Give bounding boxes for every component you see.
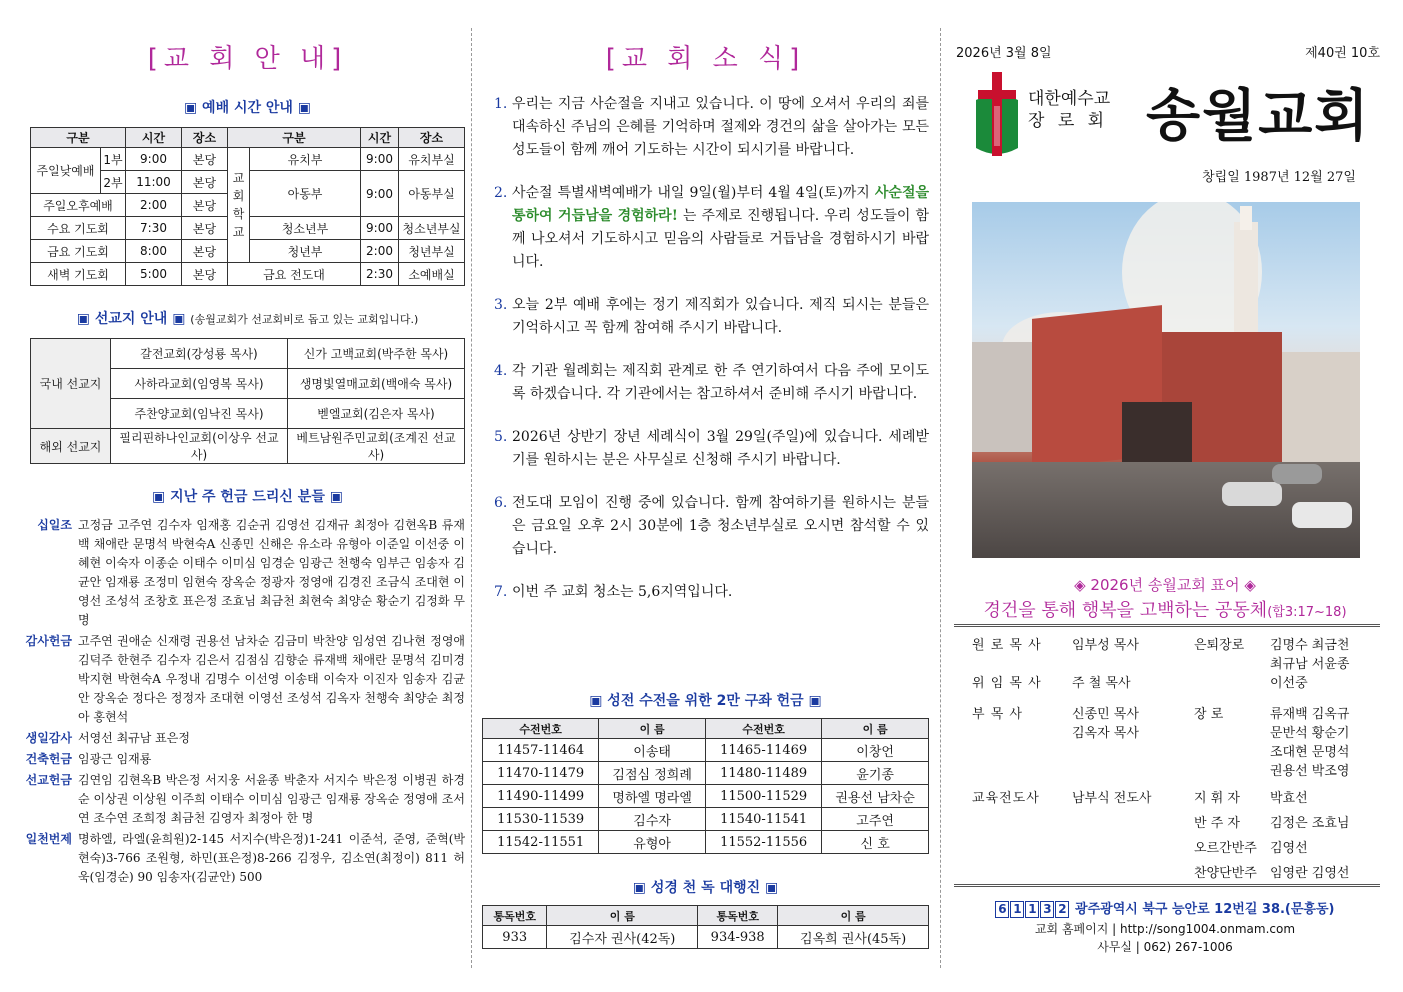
- list-item: 반 주 자 김정은 조효님: [1194, 816, 1350, 831]
- table-row: 수요 기도회 7:30 본당 청소년부 9:00 청소년부실: [31, 217, 465, 240]
- list-item: 교육전도사 남부식 전도사 지 휘 자 박효선: [972, 791, 1308, 806]
- list-item: 최규남 서윤종: [1270, 657, 1350, 672]
- news-highlight: 사순절을 통하여 거듭남을 경험하라!: [512, 185, 929, 224]
- denomination-name: 대한예수교 장 로 회: [1028, 89, 1111, 131]
- column-divider: [940, 28, 941, 968]
- temple-offering-table: [482, 718, 929, 854]
- postcode-digit: 1: [1010, 901, 1024, 918]
- church-cross-logo-icon: [972, 70, 1022, 158]
- homepage-link[interactable]: 교회 홈페이지 | http://song1004.onmam.com: [1034, 922, 1296, 936]
- list-item: 오르간반주 김영선: [1194, 841, 1308, 856]
- section-divider: [954, 884, 1380, 887]
- table-row: 11530-11539 김수자 11540-11541 고주연: [483, 808, 929, 831]
- table-row: 새벽 기도회 5:00 본당 금요 전도대 2:30 소예배실: [31, 263, 465, 286]
- temple-offering-heading: ▣ 성전 수전을 위한 2만 구좌 헌금 ▣: [589, 693, 822, 709]
- list-item: 찬양단반주 임영란 김영선: [1194, 866, 1350, 881]
- worship-schedule-heading: ▣ 예배 시간 안내 ▣: [183, 100, 312, 116]
- table-header-row: 통독번호 이 름 통독번호 이 름: [483, 906, 929, 926]
- table-row: 933 김수자 권사(42독) 934-938 김옥희 권사(45독): [483, 926, 929, 949]
- table-row: 금요 기도회 8:00 본당 청년부 2:00 청년부실: [31, 240, 465, 263]
- table-row: 2부 11:00 본당 아동부 9:00 아동부실: [31, 171, 465, 194]
- address-line: 6 1 1 3 2 광주광역시 북구 능안로 12번길 38.(문흥동): [950, 898, 1380, 918]
- motto-text: 경건을 통해 행복을 고백하는 공동체(합3:17~18): [983, 600, 1347, 621]
- list-item: 건축헌금 임광근 임재룡: [25, 752, 152, 766]
- news-item: 7. 이번 주 교회 청소는 5,6지역입니다.: [494, 584, 733, 600]
- news-item: 4. 각 기관 월례회는 제직회 관계로 한 주 연기하여서 다음 주에 모이도록 하겠습니다. 각 기관에서는 참고하셔서 준비해 주시기 바랍니다.: [494, 363, 929, 402]
- office-phone: 사무실 | 062) 267-1006: [1097, 940, 1233, 954]
- table-header-row: 구분 시간 장소 구분 시간 장소: [31, 128, 465, 148]
- church-building-photo: [972, 202, 1360, 558]
- list-item: 감사헌금 고주연 권애순 신재령 권용선 남차순 김금미 박찬양 임성연 김나현 정영애 김덕주 한현주 김수자 김은서 김점심 김향순 류재백 채애란 문명석 김미경 박지현 박현숙A 우정내 김명수 이선영 이송태 이숙자 이진자 임송자 김균안 장옥순 정다은 정정자 조대현 이영선 조성석 김옥자 천행숙 최양순 최정아 홍현석: [25, 634, 465, 724]
- mission-table: [30, 338, 465, 464]
- list-item: 생일감사 서영선 최규남 표은정: [25, 731, 190, 745]
- table-row: 11542-11551 유형아 11552-11556 신 호: [483, 831, 929, 854]
- worship-schedule-table: [30, 127, 465, 286]
- section-divider: [954, 624, 1380, 627]
- church-name: 송월교회: [1146, 84, 1371, 149]
- bible-reading-table: [482, 905, 929, 949]
- offering-heading: ▣ 지난 주 헌금 드리신 분들 ▣: [152, 489, 343, 505]
- list-item: 부 목 사 신종민 목사 장 로 류재백 김옥규: [972, 707, 1350, 722]
- news-item: 2. 사순절 특별새벽예배가 내일 9일(월)부터 4월 4일(토)까지 사순절을 통하여 거듭남을 경험하라! 는 주제로 진행됩니다. 우리 성도들이 함께 나오셔서 기도하시고 믿음의 사람들로 거듭남을 경험하시기 바랍니다.: [494, 185, 929, 270]
- table-header-row: 수전번호 이 름 수전번호 이 름: [483, 719, 929, 739]
- list-item: 위 임 목 사 주 철 목사 이선중: [972, 676, 1308, 691]
- bible-reading-heading: ▣ 성경 천 독 대행진 ▣: [632, 880, 779, 896]
- list-item: 일천번제 명하엘, 라엘(윤희원)2-145 서지수(박은정)1-241 이준석, 준영, 준혁(박현숙)3-766 조원형, 하민(표은정)8-266 김정우, 김소연(최정이) 811 허욱(임경순) 90 임송자(김균안) 500: [25, 832, 465, 884]
- table-row: 주찬양교회(임낙진 목사) 벧엘교회(김은자 목사): [31, 399, 465, 429]
- news-item: 3. 오늘 2부 예배 후에는 정기 제직회가 있습니다. 제직 되시는 분들은 기억하시고 꼭 함께 참여해 주시기 바랍니다.: [494, 297, 929, 336]
- list-item: 김옥자 목사 문반석 황순기: [1072, 726, 1350, 741]
- bulletin-date: 2026년 3월 8일: [956, 46, 1052, 61]
- church-news-title: [교 회 소 식]: [605, 44, 806, 74]
- list-item: 십일조 고정금 고주연 김수자 임재홍 김순귀 김영선 김재규 최정아 김현옥B 류재백 채애란 문명석 박현숙A 신종민 신해은 유소라 유형아 이준일 이선중 이혜현 이숙자 이종순 이태수 이미심 임경순 임광근 천행숙 임부근 임송자 김균안 임재룡 조정미 임현숙 장옥순 정광자 정영애 김경진 조금식 조대현 이영선 조성석 조창호 표은정 조효님 최금천 최현숙 최양순 황순기 김정화 무명: [37, 518, 465, 627]
- founding-date: 창립일 1987년 12월 27일: [1202, 170, 1356, 185]
- table-row: 주일낮예배 1부 9:00 본당 교 회 학 교 유치부 9:00 유치부실: [31, 148, 465, 171]
- news-list: [494, 93, 929, 604]
- motto-heading: ◈ 2026년 송월교회 표어 ◈: [1074, 576, 1256, 594]
- church-school-label: 교 회 학 교: [228, 148, 250, 263]
- bulletin-volume: 제40권 10호: [1305, 46, 1380, 61]
- news-item: 6. 전도대 모임이 진행 중에 있습니다. 함께 참여하기를 원하시는 분들은 금요일 오후 2시 30분에 1층 청소년부실로 오시면 참석할 수 있습니다.: [494, 495, 929, 557]
- table-row: 국내 선교지 갈전교회(강성룡 목사) 신가 고백교회(박주한 목사): [31, 339, 465, 369]
- list-item: 선교헌금 김연임 김현옥B 박은정 서지웅 서윤종 박춘자 서지수 박은정 이병권 하경순 이상권 이상원 이주희 이태수 이미심 임광근 임재룡 장옥순 정영애 조서연 조수연 조희정 최금천 김영자 최정아 한 명: [25, 773, 465, 825]
- table-row: 11470-11479 김점심 정희례 11480-11489 윤기종: [483, 762, 929, 785]
- staff-list: [972, 636, 1382, 883]
- postcode-digit: 3: [1040, 901, 1054, 918]
- church-info-title: [교 회 안 내]: [147, 44, 348, 74]
- news-item: 1. 우리는 지금 사순절을 지내고 있습니다. 이 땅에 오셔서 우리의 죄를 대속하신 주님의 은혜를 기억하며 절제와 경건의 삶을 살아가는 모든 성도들이 함께 깨어 기도하는 시간이 되시기를 바랍니다.: [494, 96, 929, 158]
- church-news-column: [482, 0, 929, 947]
- church-info-column: [25, 0, 465, 889]
- postcode-digit: 2: [1055, 901, 1069, 918]
- list-item: 원 로 목 사 임부성 목사 은퇴장로 김명수 최금천: [972, 638, 1350, 653]
- table-row: 해외 선교지 필리핀하나인교회(이상우 선교사) 베트남원주민교회(조계진 선교사): [31, 429, 465, 464]
- news-item: 5. 2026년 상반기 장년 세례식이 3월 29일(주일)에 있습니다. 세례받기를 원하시는 분은 사무실로 신청해 주시기 바랍니다.: [494, 429, 929, 468]
- postcode: [995, 902, 1070, 917]
- postcode-digit: 6: [995, 901, 1009, 918]
- column-divider: [471, 28, 472, 968]
- offering-list: [22, 516, 465, 887]
- table-row: 11457-11464 이송태 11465-11469 이창언: [483, 739, 929, 762]
- table-row: 사하라교회(임영복 목사) 생명빛열매교회(백애숙 목사): [31, 369, 465, 399]
- list-item: 권용선 박조영: [1270, 764, 1350, 779]
- table-row: 11490-11499 명하엘 명라엘 11500-11529 권용선 남차순: [483, 785, 929, 808]
- postcode-digit: 1: [1025, 901, 1039, 918]
- mission-note: (송월교회가 선교회비로 돕고 있는 교회입니다.): [190, 313, 419, 326]
- mission-heading: ▣ 선교지 안내 ▣ (송월교회가 선교회비로 돕고 있는 교회입니다.): [76, 311, 419, 327]
- table-row: 주일오후예배 2:00 본당: [31, 194, 465, 217]
- list-item: 조대현 문명석: [1270, 745, 1350, 760]
